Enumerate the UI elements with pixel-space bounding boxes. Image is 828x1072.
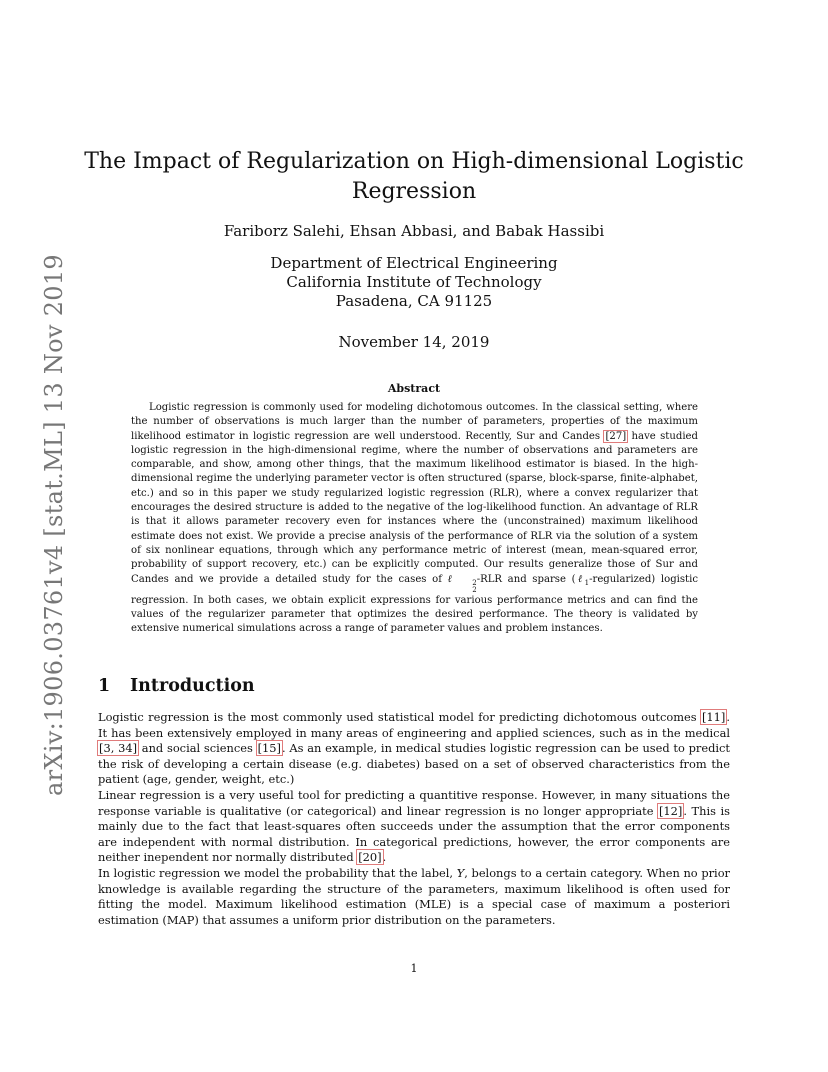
citation-link[interactable]: [27] (605, 430, 627, 442)
page-number: 1 (410, 962, 418, 975)
paragraph: Logistic regression is the most commonly used statistical model for predicting dichotomous outcomes [11]. It has been extensively employed in many areas of engineering and applied sciences, such as in the medical [3, 34] and social sciences [15]. As an example, in medical studies logistic regression can be used to predict the risk of developing a certain disease (e.g. diabetes) based on a set of observed characteristics from the patient (age, gender, weight, etc.) (98, 710, 731, 787)
paragraph: In logistic regression we model the probability that the label, Y, belongs to a certain category. When no prior knowledge is available regarding the structure of the parameters, maximum likelihood is often used for fitting the model. Maximum likelihood estimation (MLE) is a special case of maximum a posteriori estimation (MAP) that assumes a uniform prior distribution on the parameters. (98, 865, 731, 927)
authors: Fariborz Salehi, Ehsan Abbasi, and Babak Hassibi (223, 222, 605, 240)
citation-link[interactable]: [12] (658, 803, 683, 818)
body-text (98, 710, 730, 928)
arxiv-sidebar-stamp (37, 254, 71, 796)
citation-link[interactable]: [15] (257, 741, 281, 756)
affiliation-line: California Institute of Technology (286, 273, 542, 291)
paragraph: Linear regression is a very useful tool for predicting a quantitive response. However, in many situations the response variable is qualitative (or categorical) and linear regression is no longer appropriate [12]. This is mainly due to the fact that least-squares often succeeds under the assumption that the error components are independent with normal distribution. In categorical predictions, however, the error components are neither inependent nor normally distributed [20]. (98, 787, 730, 865)
date: November 14, 2019 (338, 333, 490, 351)
abstract-text: Logistic regression is commonly used for modeling dichotomous outcomes. In the classical setting, where the number of observations is much larger than the number of parameters, properties of the maximum likelihood estimator in logistic regression are well understood. Recently, Sur and Candes [27] have studied logistic regression in the high-dimensional regime, where the number of observations and parameters are comparable, and show, among other things, that the maximum likelihood estimator is biased. In the high-dimensional regime the underlying parameter vector is often structured (sparse, block-sparse, finite-alphabet, etc.) and so in this paper we study regularized logistic regression (RLR), where a convex regularizer that encourages the desired structure is added to the negative of the log-likelihood function. An advantage of RLR is that it allows parameter recovery even for instances where the (unconstrained) maximum likelihood estimate does not exist. We provide a precise analysis of the performance of RLR via the solution of a system of six nonlinear equations, through which any performance metric of interest (mean, mean-squared error, probability of support recovery, etc.) can be explicitly computed. Our results generalize those of Sur and Candes and we provide a detailed study for the cases of ℓ 2 2 -RLR and sparse (ℓ$_1$-regularized) logistic regression. In both cases, we obtain explicit expressions for various performance metrics and can find the values of the regularizer parameter that optimizes the desired performance. The theory is validated by extensive numerical simulations across a range of parameter values and problem instances. (131, 402, 698, 635)
section-heading: 1 Introduction (98, 676, 255, 696)
arxiv-id: arXiv:1906.03761v4 [stat.ML] 13 Nov 2019 (40, 254, 68, 796)
citation-link[interactable]: [11] (701, 710, 726, 724)
citation-link[interactable]: [3, 34] (99, 741, 138, 756)
abstract-heading: Abstract (387, 382, 441, 395)
paper-title: The Impact of Regularization on High-dimensional Logistic Regression (84, 149, 744, 204)
affiliation-line: Pasadena, CA 91125 (335, 292, 493, 310)
affiliation (80, 254, 748, 311)
citation-link[interactable]: [20] (358, 850, 382, 865)
affiliation-line: Department of Electrical Engineering (270, 254, 558, 272)
